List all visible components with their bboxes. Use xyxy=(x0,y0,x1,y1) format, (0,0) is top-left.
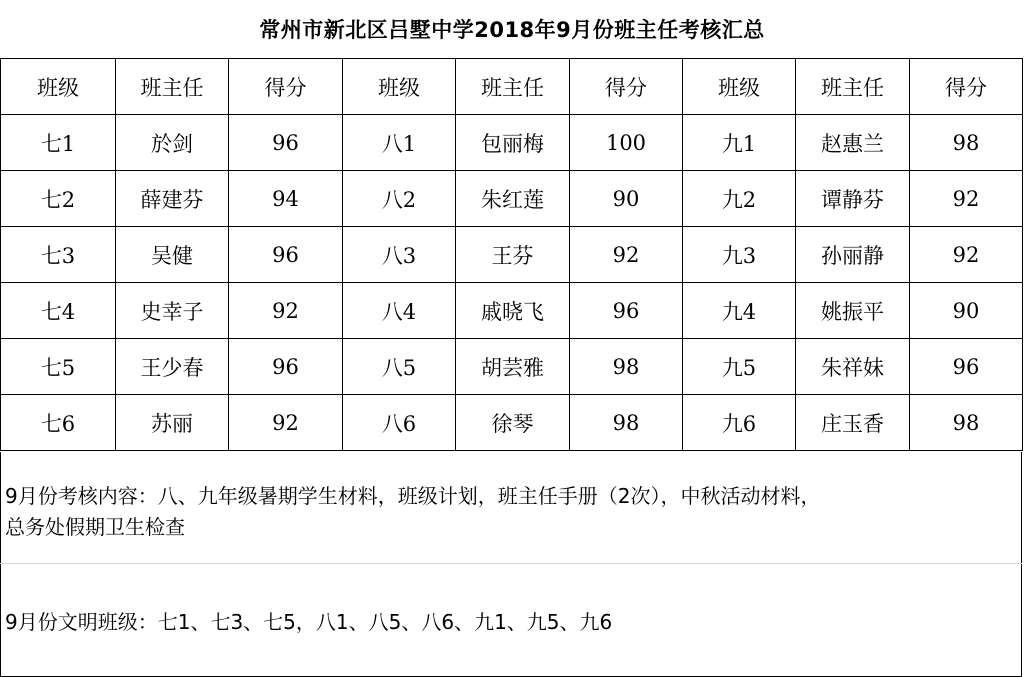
assessment-content-line-2: 总务处假期卫生检查 xyxy=(5,515,185,539)
teacher-cell: 谭静芬 xyxy=(796,171,910,227)
class-cell: 八2 xyxy=(343,171,456,227)
score-cell: 90 xyxy=(570,171,683,227)
score-cell: 98 xyxy=(910,395,1023,451)
class-cell: 九2 xyxy=(683,171,796,227)
score-cell: 96 xyxy=(229,339,343,395)
header-cell: 班级 xyxy=(1,59,116,115)
teacher-cell: 史幸子 xyxy=(116,283,229,339)
gridline xyxy=(0,563,1022,564)
score-cell: 92 xyxy=(910,227,1023,283)
class-cell: 九3 xyxy=(683,227,796,283)
teacher-cell: 姚振平 xyxy=(796,283,910,339)
class-cell: 八4 xyxy=(343,283,456,339)
header-cell: 班级 xyxy=(683,59,796,115)
header-cell: 班主任 xyxy=(456,59,570,115)
class-cell: 八1 xyxy=(343,115,456,171)
teacher-cell: 庄玉香 xyxy=(796,395,910,451)
teacher-cell: 朱红莲 xyxy=(456,171,570,227)
frame-left-border xyxy=(0,452,1,677)
class-cell: 七2 xyxy=(1,171,116,227)
teacher-cell: 戚晓飞 xyxy=(456,283,570,339)
score-cell: 92 xyxy=(229,283,343,339)
score-cell: 96 xyxy=(910,339,1023,395)
teacher-cell: 胡芸雅 xyxy=(456,339,570,395)
score-cell: 92 xyxy=(229,395,343,451)
sheet-title: 常州市新北区吕墅中学2018年9月份班主任考核汇总 xyxy=(259,18,765,42)
class-cell: 九1 xyxy=(683,115,796,171)
score-cell: 98 xyxy=(570,339,683,395)
teacher-cell: 赵惠兰 xyxy=(796,115,910,171)
teacher-cell: 薛建芬 xyxy=(116,171,229,227)
class-cell: 七1 xyxy=(1,115,116,171)
table-row xyxy=(1,283,1023,339)
class-cell: 八3 xyxy=(343,227,456,283)
class-cell: 七4 xyxy=(1,283,116,339)
score-cell: 96 xyxy=(229,115,343,171)
header-cell: 班级 xyxy=(343,59,456,115)
teacher-cell: 吴健 xyxy=(116,227,229,283)
class-cell: 八6 xyxy=(343,395,456,451)
score-cell: 98 xyxy=(910,115,1023,171)
header-cell: 班主任 xyxy=(116,59,229,115)
class-cell: 七6 xyxy=(1,395,116,451)
header-cell: 得分 xyxy=(910,59,1023,115)
score-cell: 92 xyxy=(570,227,683,283)
civilized-class-note: 9月份文明班级：七1、七3、七5，八1、八5、八6、九1、九5、九6 xyxy=(5,610,613,634)
table-row xyxy=(1,171,1023,227)
class-cell: 七5 xyxy=(1,339,116,395)
table-row xyxy=(1,395,1023,451)
table-row xyxy=(1,339,1023,395)
teacher-cell: 包丽梅 xyxy=(456,115,570,171)
class-cell: 八5 xyxy=(343,339,456,395)
score-cell: 94 xyxy=(229,171,343,227)
assessment-table xyxy=(0,58,1023,451)
score-cell: 90 xyxy=(910,283,1023,339)
frame-right-border xyxy=(1021,452,1022,677)
teacher-cell: 於剑 xyxy=(116,115,229,171)
table-row xyxy=(1,227,1023,283)
score-cell: 98 xyxy=(570,395,683,451)
score-cell: 96 xyxy=(229,227,343,283)
class-cell: 九5 xyxy=(683,339,796,395)
assessment-content-note xyxy=(5,481,1015,543)
table-row xyxy=(1,115,1023,171)
teacher-cell: 王芬 xyxy=(456,227,570,283)
header-cell: 得分 xyxy=(229,59,343,115)
header-cell: 得分 xyxy=(570,59,683,115)
table-header-row xyxy=(1,59,1023,115)
score-cell: 92 xyxy=(910,171,1023,227)
teacher-cell: 苏丽 xyxy=(116,395,229,451)
score-cell: 100 xyxy=(570,115,683,171)
teacher-cell: 王少春 xyxy=(116,339,229,395)
class-cell: 九4 xyxy=(683,283,796,339)
teacher-cell: 孙丽静 xyxy=(796,227,910,283)
class-cell: 七3 xyxy=(1,227,116,283)
teacher-cell: 朱祥妹 xyxy=(796,339,910,395)
class-cell: 九6 xyxy=(683,395,796,451)
teacher-cell: 徐琴 xyxy=(456,395,570,451)
header-cell: 班主任 xyxy=(796,59,910,115)
score-cell: 96 xyxy=(570,283,683,339)
assessment-content-line-1: 9月份考核内容：八、九年级暑期学生材料，班级计划，班主任手册（2次），中秋活动材料， xyxy=(5,484,821,508)
